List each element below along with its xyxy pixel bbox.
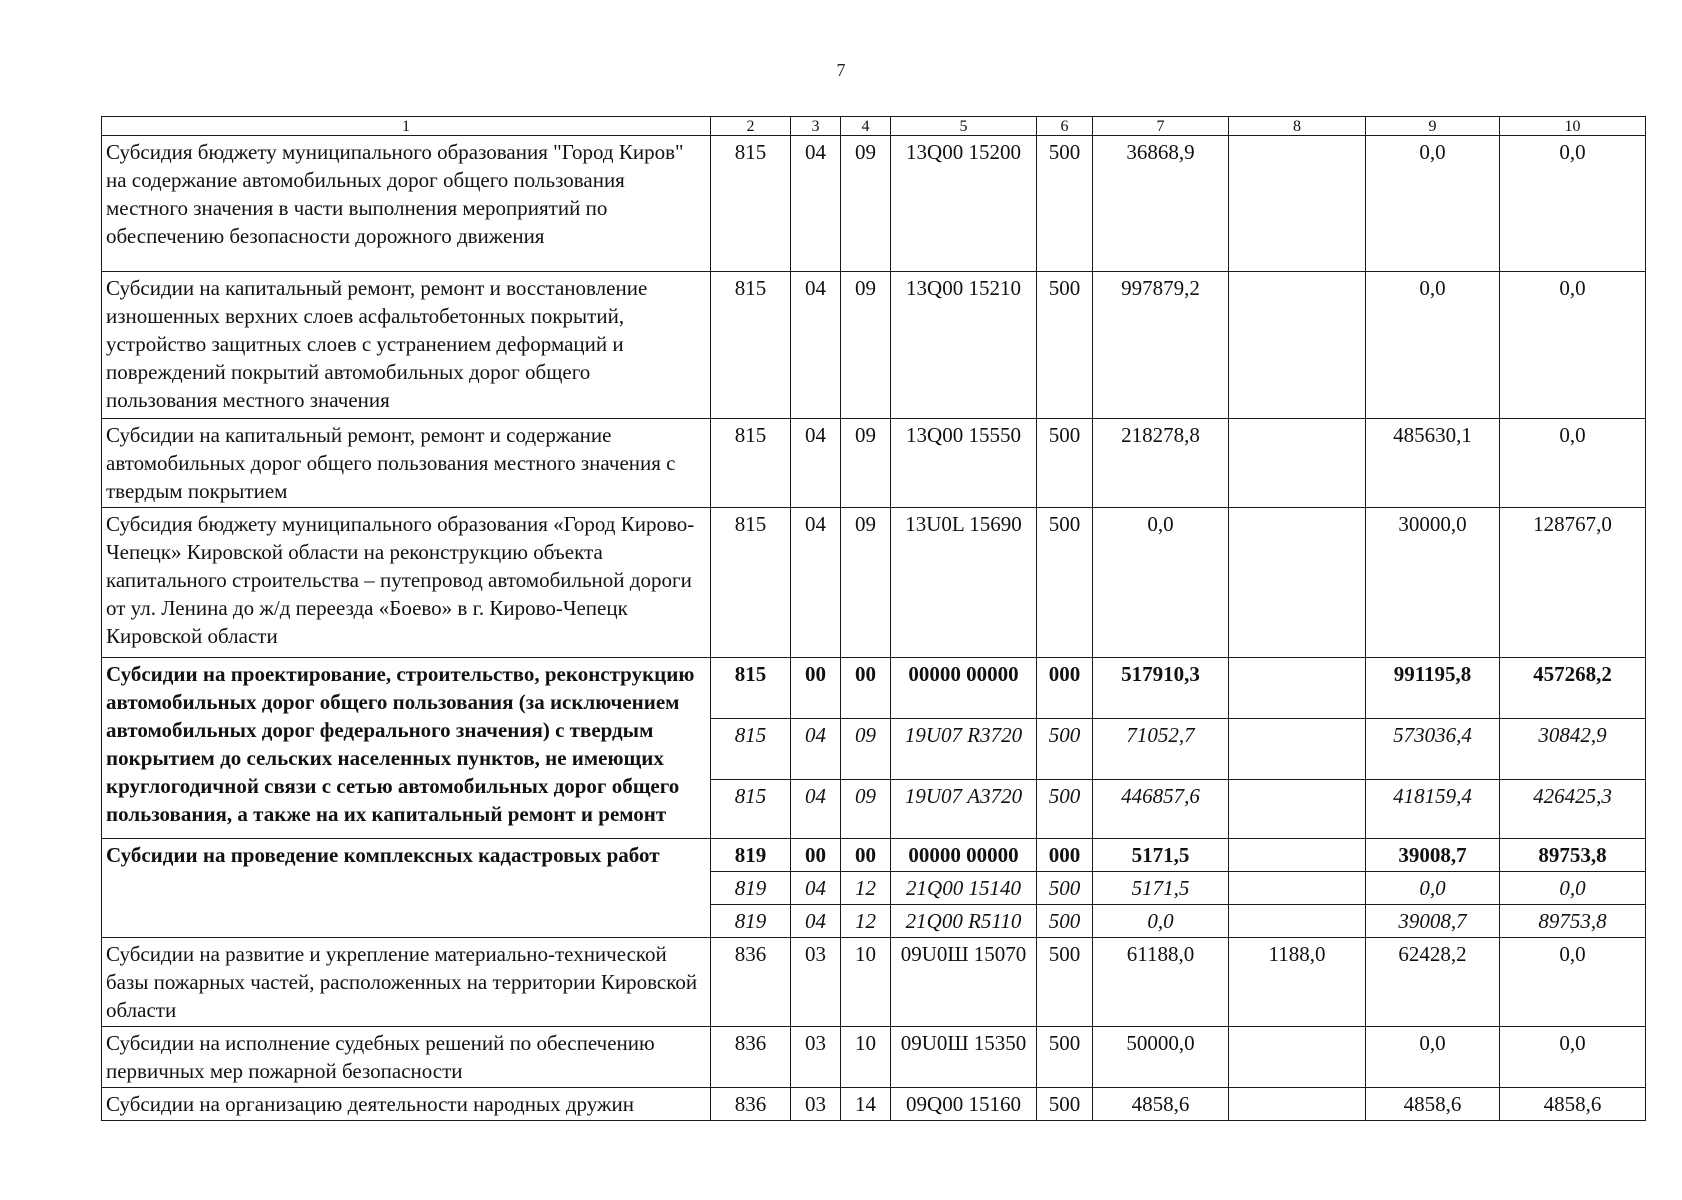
cell-c6: 500 [1037,872,1093,905]
cell-c6: 500 [1037,136,1093,272]
cell-c4: 10 [841,1027,891,1088]
cell-c2: 819 [711,839,791,872]
cell-c9: 418159,4 [1366,780,1500,839]
item-name: Субсидии на проектирование, строительство, реконструкцию автомобильных дорог общего пользования (за исключением автомобильных дорог федерального значения) с твердым покрытием до сельских населенных пунктов, не имеющих круглогодичной связи с сетью автомобильных дорог общего пользования, а также на их капитальный ремонт и ремонт [102,658,711,839]
cell-c9: 39008,7 [1366,905,1500,938]
cell-c6: 500 [1037,419,1093,508]
cell-c9: 0,0 [1366,872,1500,905]
cell-c4: 00 [841,658,891,719]
cell-c8 [1229,508,1366,658]
cell-c9: 62428,2 [1366,938,1500,1027]
cell-c7: 50000,0 [1093,1027,1229,1088]
cell-c6: 500 [1037,272,1093,419]
cell-c2: 815 [711,419,791,508]
column-header: 9 [1366,117,1500,136]
column-header: 8 [1229,117,1366,136]
item-name: Субсидии на исполнение судебных решений по обеспечению первичных мер пожарной безопасности [102,1027,711,1088]
cell-c6: 500 [1037,508,1093,658]
table-row [102,839,1646,872]
cell-c10: 0,0 [1500,872,1646,905]
cell-c2: 836 [711,1027,791,1088]
cell-c3: 04 [791,719,841,780]
cell-c8 [1229,839,1366,872]
cell-c4: 12 [841,905,891,938]
cell-c4: 09 [841,780,891,839]
cell-c3: 04 [791,508,841,658]
cell-c5: 13Q00 15200 [891,136,1037,272]
column-header: 6 [1037,117,1093,136]
item-name: Субсидии на развитие и укрепление материально-технической базы пожарных частей, расположенных на территории Кировской области [102,938,711,1027]
cell-c8 [1229,136,1366,272]
cell-c3: 04 [791,905,841,938]
cell-c9: 30000,0 [1366,508,1500,658]
column-header: 4 [841,117,891,136]
cell-c2: 815 [711,780,791,839]
cell-c9: 4858,6 [1366,1088,1500,1121]
cell-c7: 997879,2 [1093,272,1229,419]
cell-c5: 21Q00 15140 [891,872,1037,905]
cell-c5: 00000 00000 [891,839,1037,872]
cell-c7: 4858,6 [1093,1088,1229,1121]
cell-c2: 815 [711,719,791,780]
cell-c8 [1229,658,1366,719]
cell-c10: 0,0 [1500,136,1646,272]
cell-c6: 500 [1037,905,1093,938]
item-name: Субсидии на организацию деятельности народных дружин [102,1088,711,1121]
cell-c9: 991195,8 [1366,658,1500,719]
cell-c9: 39008,7 [1366,839,1500,872]
cell-c7: 446857,6 [1093,780,1229,839]
cell-c5: 00000 00000 [891,658,1037,719]
cell-c7: 61188,0 [1093,938,1229,1027]
cell-c8 [1229,872,1366,905]
item-name: Субсидия бюджету муниципального образования "Город Киров" на содержание автомобильных дорог общего пользования местного значения в части выполнения мероприятий по обеспечению безопасности дорожного движения [102,136,711,272]
item-name: Субсидии на проведение комплексных кадастровых работ [102,839,711,938]
cell-c4: 09 [841,272,891,419]
table-row [102,272,1646,419]
cell-c4: 12 [841,872,891,905]
cell-c5: 09U0Ш 15070 [891,938,1037,1027]
cell-c6: 500 [1037,719,1093,780]
column-header: 1 [102,117,711,136]
cell-c10: 0,0 [1500,272,1646,419]
cell-c10: 128767,0 [1500,508,1646,658]
item-name: Субсидия бюджету муниципального образования «Город Кирово-Чепецк» Кировской области на реконструкцию объекта капитального строительства – путепровод автомобильной дороги от ул. Ленина до ж/д переезда «Боево» в г. Кирово-Чепецк Кировской области [102,508,711,658]
cell-c10: 4858,6 [1500,1088,1646,1121]
cell-c6: 500 [1037,1027,1093,1088]
cell-c4: 09 [841,136,891,272]
table-row [102,1027,1646,1088]
cell-c8 [1229,905,1366,938]
cell-c4: 09 [841,719,891,780]
cell-c10: 30842,9 [1500,719,1646,780]
cell-c5: 13Q00 15210 [891,272,1037,419]
column-header: 7 [1093,117,1229,136]
cell-c3: 03 [791,1027,841,1088]
cell-c2: 815 [711,658,791,719]
page-number: 7 [836,60,846,80]
cell-c8 [1229,272,1366,419]
cell-c3: 04 [791,272,841,419]
column-header: 10 [1500,117,1646,136]
cell-c6: 000 [1037,839,1093,872]
cell-c9: 485630,1 [1366,419,1500,508]
cell-c10: 0,0 [1500,1027,1646,1088]
cell-c4: 00 [841,839,891,872]
cell-c5: 19U07 А3720 [891,780,1037,839]
cell-c2: 815 [711,508,791,658]
cell-c3: 04 [791,419,841,508]
cell-c3: 04 [791,872,841,905]
cell-c10: 0,0 [1500,419,1646,508]
column-header: 3 [791,117,841,136]
cell-c2: 815 [711,272,791,419]
cell-c6: 500 [1037,780,1093,839]
cell-c2: 815 [711,136,791,272]
cell-c2: 819 [711,872,791,905]
cell-c7: 71052,7 [1093,719,1229,780]
cell-c8 [1229,419,1366,508]
cell-c9: 573036,4 [1366,719,1500,780]
cell-c3: 03 [791,938,841,1027]
cell-c3: 04 [791,780,841,839]
cell-c7: 517910,3 [1093,658,1229,719]
column-header: 2 [711,117,791,136]
cell-c2: 836 [711,1088,791,1121]
cell-c3: 00 [791,658,841,719]
cell-c6: 500 [1037,938,1093,1027]
cell-c8 [1229,719,1366,780]
cell-c4: 09 [841,419,891,508]
item-name: Субсидии на капитальный ремонт, ремонт и содержание автомобильных дорог общего пользования местного значения с твердым покрытием [102,419,711,508]
table-row [102,419,1646,508]
cell-c9: 0,0 [1366,1027,1500,1088]
table-row [102,938,1646,1027]
cell-c5: 09Q00 15160 [891,1088,1037,1121]
cell-c2: 819 [711,905,791,938]
cell-c7: 0,0 [1093,905,1229,938]
table-row [102,136,1646,272]
cell-c8 [1229,780,1366,839]
cell-c7: 5171,5 [1093,839,1229,872]
cell-c4: 09 [841,508,891,658]
cell-c2: 836 [711,938,791,1027]
cell-c6: 500 [1037,1088,1093,1121]
cell-c10: 457268,2 [1500,658,1646,719]
cell-c4: 10 [841,938,891,1027]
cell-c8: 1188,0 [1229,938,1366,1027]
cell-c8 [1229,1027,1366,1088]
cell-c3: 03 [791,1088,841,1121]
cell-c10: 89753,8 [1500,905,1646,938]
cell-c3: 04 [791,136,841,272]
table-row [102,1088,1646,1121]
cell-c10: 89753,8 [1500,839,1646,872]
cell-c8 [1229,1088,1366,1121]
cell-c7: 0,0 [1093,508,1229,658]
cell-c5: 19U07 R3720 [891,719,1037,780]
cell-c4: 14 [841,1088,891,1121]
cell-c10: 0,0 [1500,938,1646,1027]
cell-c5: 21Q00 R5110 [891,905,1037,938]
budget-table [101,116,1646,1121]
cell-c3: 00 [791,839,841,872]
table-row [102,508,1646,658]
cell-c5: 13Q00 15550 [891,419,1037,508]
cell-c5: 09U0Ш 15350 [891,1027,1037,1088]
cell-c7: 36868,9 [1093,136,1229,272]
column-header: 5 [891,117,1037,136]
cell-c9: 0,0 [1366,136,1500,272]
cell-c7: 218278,8 [1093,419,1229,508]
cell-c9: 0,0 [1366,272,1500,419]
cell-c10: 426425,3 [1500,780,1646,839]
item-name: Субсидии на капитальный ремонт, ремонт и восстановление изношенных верхних слоев асфальтобетонных покрытий, устройство защитных слоев с устранением деформаций и повреждений покрытий автомобильных дорог общего пользования местного значения [102,272,711,419]
cell-c7: 5171,5 [1093,872,1229,905]
cell-c5: 13U0L 15690 [891,508,1037,658]
cell-c6: 000 [1037,658,1093,719]
table-row [102,658,1646,719]
header-row [102,117,1646,136]
